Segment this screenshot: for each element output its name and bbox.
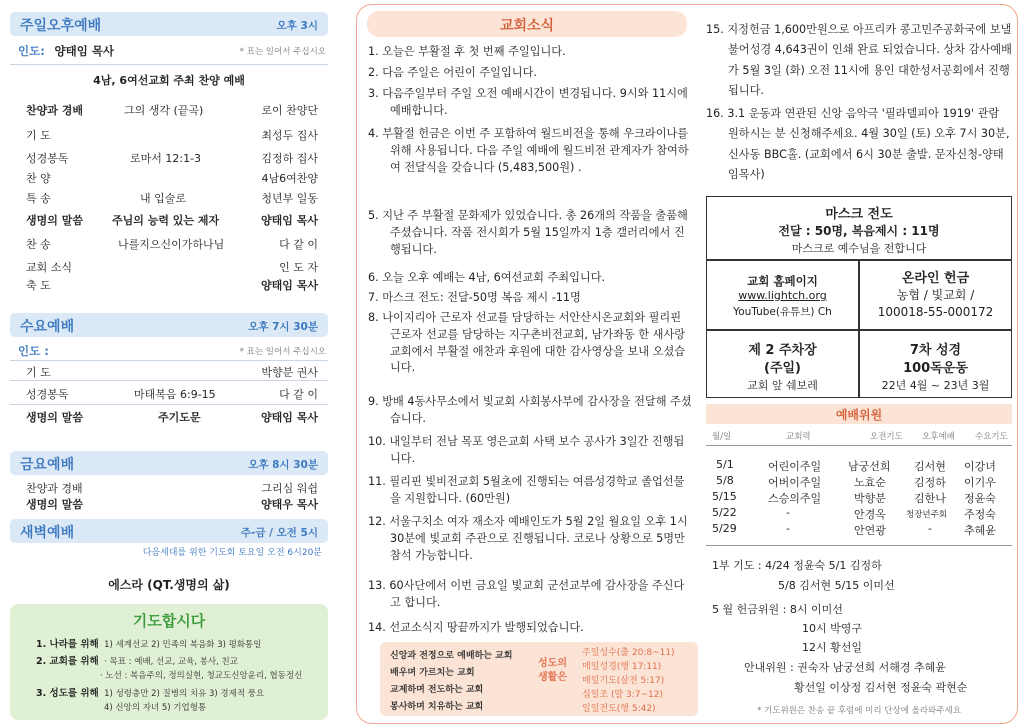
news-item: 8. 나이지리아 근로자 선교를 담당하는 서안산시온교회와 필리핀 근로자 선교를 담당하는 지구촌비전교회, 남가좌동 한 새사랑교회에서 부활절 애찬과 후원에 대한 감사영상을 보내 오셨습니다. <box>368 311 686 375</box>
leader-label: 인도 : <box>18 344 49 358</box>
prayer-row <box>36 636 261 650</box>
prayer-label: 3. 성도를 위해 <box>36 688 99 699</box>
order-person: 양태임 목사 <box>261 279 318 292</box>
sunday-pm-leader <box>18 43 114 59</box>
parking-title: 제 2 주차장 <box>748 343 817 358</box>
homepage-title: 교회 홈페이지 <box>747 274 818 288</box>
divider <box>706 545 1012 546</box>
online-offering-title: 온라인 헌금 <box>901 271 970 286</box>
order-content: 로마서 12:1-3 <box>130 152 202 165</box>
wednesday-leader <box>18 343 49 359</box>
table-cell: 어버이주일 <box>768 476 822 489</box>
friday-title: 금요예배 <box>20 457 75 473</box>
news-title: 교회소식 <box>367 11 687 37</box>
table-cell: 정윤숙 <box>964 492 996 505</box>
prayer-label: 2. 교회를 위해 <box>36 656 99 667</box>
table-cell: 5/1 <box>716 458 734 471</box>
homepage-box <box>706 260 859 330</box>
bank-info: 농협 / 빛교회 / <box>896 288 975 302</box>
news-item: 14. 선교소식지 땅끝까지가 발행되었습니다. <box>368 621 584 634</box>
leader-name: 양태임 목사 <box>54 44 115 58</box>
youtube-channel: YouTube(유튜브) Ch <box>733 306 832 318</box>
wednesday-time: 오후 7시 30분 <box>248 321 318 333</box>
preacher: 양태임 목사 <box>261 411 318 424</box>
wednesday-title: 수요예배 <box>20 319 75 335</box>
table-cell: 노효순 <box>854 476 886 489</box>
table-cell: 5/15 <box>712 490 737 503</box>
parking-location: 교회 앞 쉐보레 <box>747 379 818 392</box>
life-rule: 일일전도(행 5:42) <box>582 704 656 714</box>
choir-title: 4남, 6여선교회 주최 찬양 예배 <box>93 74 245 87</box>
bible-period: 22년 4월 ~ 23년 3월 <box>881 379 990 392</box>
order-person: 최성두 집사 <box>261 129 318 142</box>
table-cell: 추혜윤 <box>964 524 996 537</box>
news-item: 16. 3.1 운동과 연관된 신앙 음악극 '필라델피아 1919' 관람 원하시는 분 신청해주세요. 4월 30일 (토) 오후 7시 30분, 신사동 BBC홀. (교회에서 6시 30분 출발. 문자신청-양태임목사) <box>706 107 1010 182</box>
motto-line: 배우며 가르치는 교회 <box>390 668 475 678</box>
divider <box>706 445 1012 446</box>
table-cell: 이기우 <box>964 476 996 489</box>
hymn-title: 나를지으신이가하나님 <box>118 238 225 251</box>
footnote: * 기도위원은 찬송 끝 후렴에 미리 단상에 올라와주세요 <box>757 706 961 716</box>
order-item: 찬양과 경배 <box>26 104 83 117</box>
news-item: 10. 내일부터 전남 목포 영은교회 사택 보수 공사가 3일간 진행됩니다. <box>368 435 685 465</box>
prayer-row <box>36 685 264 699</box>
mask-box <box>706 196 1012 260</box>
table-cell: - <box>786 522 790 535</box>
mask-stats: 전달 : 50명, 복음제시 : 11명 <box>778 224 940 238</box>
sunday-pm-header <box>10 12 328 36</box>
prayer-row <box>36 653 238 667</box>
order-item: 기 도 <box>26 366 51 379</box>
dawn-subtitle: 다음세대를 위한 기도회 토요일 오전 6시20분 <box>142 548 322 558</box>
news-item: 6. 오늘 오후 예배는 4남, 6여선교회 주최입니다. <box>368 271 606 284</box>
life-label: 성도의 <box>538 658 567 669</box>
parking-day: (주일) <box>764 361 801 376</box>
news-item: 5. 지난 주 부활절 문화제가 있었습니다. 총 26개의 작품을 출품해 주셨습니다. 작품 전시회가 5월 15일까지 1층 갤러리에서 진행됩니다. <box>368 209 688 256</box>
prayer-box <box>10 604 328 720</box>
stand-note: * 표는 일어서 주십시오 <box>239 347 326 357</box>
order-content: 그의 생각 (끝곡) <box>124 104 204 117</box>
table-cell: - <box>928 522 932 535</box>
table-cell: 주정숙 <box>964 508 996 521</box>
prayer-row: · 노선 : 복음주의, 정의실현, 청교도신앙윤리, 협동정신 <box>100 671 303 681</box>
news-item: 2. 다음 주일은 어린이 주일입니다. <box>368 66 537 79</box>
prayer-label: 1. 나라를 위해 <box>36 639 99 650</box>
left-column <box>0 0 336 728</box>
news-item: 12. 서울구치소 여자 재소자 예배인도가 5월 2일 월요일 오후 1시 30분에 빛교회 주관으로 진행됩니다. 코로나 상황으로 5명만 참석 가능합니다. <box>368 515 688 562</box>
table-cell: 이강녀 <box>964 460 996 473</box>
dawn-time: 주-금 / 오전 5시 <box>240 527 318 539</box>
order-item: 성경봉독 <box>26 152 69 165</box>
order-item: 교회 소식 <box>26 261 73 274</box>
news-item: 11. 필리핀 빛비전교회 5월초에 진행되는 여름성경학교 졸업선물을 지원합니다. (60만원) <box>368 475 685 505</box>
account-number: 100018-55-000172 <box>877 305 994 319</box>
order-item: 기 도 <box>26 129 51 142</box>
sermon-title: 주님의 능력 있는 제자 <box>112 214 220 227</box>
table-cell: 5/22 <box>712 506 737 519</box>
order-item: 특 송 <box>26 192 51 205</box>
news-item: 9. 방배 4동사무소에서 빛교회 사회봉사부에 감사장을 전달해 주셨습니다. <box>368 395 692 425</box>
worship-committee-title: 예배위원 <box>706 404 1012 424</box>
bible-reading-box <box>859 330 1012 398</box>
sunday-pm-title: 주일오후예배 <box>20 18 102 34</box>
table-cell: 김한나 <box>914 492 946 505</box>
order-person: 4남6여찬양 <box>261 172 318 185</box>
sermon-title: 주기도문 <box>158 411 201 424</box>
table-cell: 안연광 <box>854 524 886 537</box>
motto-line: 신앙과 전정으로 예배하는 교회 <box>390 651 513 661</box>
bible-title: 7차 성경 <box>909 343 962 358</box>
table-cell: 5/8 <box>716 474 734 487</box>
col-header: 월/일 <box>712 432 732 442</box>
table-cell: 청장년주회 <box>906 510 948 520</box>
order-item: 축 도 <box>26 279 51 292</box>
order-person: 인 도 자 <box>279 261 318 274</box>
offering-committee: 10시 박영구 <box>802 622 862 635</box>
prayer-text: 1) 세계선교 2) 민족의 복음화 3) 평화통일 <box>104 640 262 650</box>
divider <box>10 64 328 65</box>
sunday-pm-time: 오후 3시 <box>276 20 318 32</box>
online-offering-box <box>859 260 1012 330</box>
stand-note: * 표는 일어서 주십시오 <box>239 47 326 57</box>
table-cell: 박향분 <box>854 492 886 505</box>
order-item: 찬 송 <box>26 238 51 251</box>
table-cell: 김서현 <box>914 460 946 473</box>
news-item: 1. 오늘은 부활절 후 첫 번째 주일입니다. <box>368 45 566 58</box>
order-item: 생명의 말씀 <box>26 411 83 424</box>
life-rule: 주일성수(출 20:8~11) <box>582 648 675 658</box>
news-item: 13. 60사단에서 이번 금요일 빛교회 군선교부에 감사장을 주신다고 합니다. <box>368 579 685 609</box>
order-person: 김정하 집사 <box>261 152 318 165</box>
order-person: 로이 찬양단 <box>261 104 318 117</box>
table-cell: 스승의주일 <box>768 492 822 505</box>
friday-header <box>10 451 328 475</box>
order-content: 마태복음 6:9-15 <box>134 388 216 401</box>
col-header: 수요기도 <box>975 432 1008 442</box>
homepage-link[interactable]: www.lightch.org <box>738 289 827 302</box>
usher-committee: 안내위원 : 권숙자 남궁선희 서해경 추혜윤 <box>744 661 946 674</box>
table-cell: 5/29 <box>712 522 737 535</box>
order-person: 다 같 이 <box>279 388 318 401</box>
col-header: 교회력 <box>786 432 811 442</box>
divider <box>10 404 328 405</box>
life-rule: 매일성경(행 17:11) <box>582 662 662 672</box>
motto-line: 교제하며 전도하는 교회 <box>390 685 484 695</box>
prayer-assignment: 1부 기도 : 4/24 정윤숙 5/1 김정하 <box>712 559 882 572</box>
news-item: 7. 마스크 전도: 전달-50명 복음 제시 -11명 <box>368 291 581 304</box>
preacher: 양태우 목사 <box>261 498 318 511</box>
life-rule: 매일기도(살전 5:17) <box>582 676 665 686</box>
prayer-title: 기도합시다 <box>132 612 206 630</box>
dawn-qt: 에스라 (QT.생명의 삶) <box>108 578 230 592</box>
mask-subtitle: 마스크로 예수님을 전합니다 <box>791 242 927 255</box>
bible-subtitle: 100독운동 <box>903 361 968 376</box>
wednesday-header <box>10 313 328 337</box>
prayer-text: · 목표 : 예배, 선교, 교육, 봉사, 친교 <box>104 657 238 667</box>
table-cell: 남궁선희 <box>848 460 891 473</box>
order-item: 찬양과 경배 <box>26 482 83 495</box>
order-content: 내 입술로 <box>140 192 187 205</box>
table-cell: 어린이주일 <box>768 460 822 473</box>
motto-line: 봉사하며 치유하는 교회 <box>390 702 484 712</box>
divider <box>10 360 328 361</box>
divider <box>10 380 328 381</box>
offering-committee: 12시 황선일 <box>802 641 862 654</box>
friday-time: 오후 8시 30분 <box>248 459 318 471</box>
news-item: 4. 부활절 헌금은 이번 주 포함하여 월드비전을 통해 우크라이나를 위해 사용됩니다. 다음 주일 예배에 월드비전 관계자가 참여하여 전달식을 갖습니다 (5,483,500원) . <box>368 127 689 174</box>
dawn-header <box>10 519 328 543</box>
order-item: 성경봉독 <box>26 388 69 401</box>
life-rule: 십일조 (말 3:7~12) <box>582 690 663 700</box>
news-item: 3. 다음주일부터 주일 오전 예배시간이 변경됩니다. 9시와 11시에 예배합니다. <box>368 87 688 117</box>
usher-committee: 황선일 이상정 김서현 정윤숙 곽현순 <box>794 681 968 694</box>
table-cell: 김정하 <box>914 476 946 489</box>
order-item: 찬 양 <box>26 172 51 185</box>
col-header: 오후예배 <box>922 432 955 442</box>
motto-box <box>380 642 698 716</box>
prayer-text: 1) 성령충만 2) 질병의 치유 3) 경제적 풍요 <box>104 689 265 699</box>
table-cell: - <box>786 506 790 519</box>
offering-committee: 5 월 헌금위원 : 8시 이미선 <box>712 603 843 616</box>
parking-box <box>706 330 859 398</box>
col-header: 오전기도 <box>870 432 903 442</box>
life-label: 생활은 <box>538 672 567 683</box>
table-cell: 안경옥 <box>854 508 886 521</box>
dawn-title: 새벽예배 <box>20 525 75 541</box>
order-item: 생명의 말씀 <box>26 214 83 227</box>
preacher: 양태임 목사 <box>261 214 318 227</box>
prayer-assignment: 5/8 김서현 5/15 이미선 <box>778 579 895 592</box>
news-item: 15. 지정헌금 1,600만원으로 아프리카 콩고민주공화국에 보낼 불어성경 4,643권이 인쇄 완료 되었습니다. 상차 감사예배가 5월 3일 (화) 오전 11시에 용인 대한성서공회에서 진행됩니다. <box>706 23 1012 98</box>
order-person: 그리심 워쉽 <box>261 482 318 495</box>
prayer-row: 4) 신앙의 자녀 5) 기업형통 <box>104 703 207 713</box>
leader-label: 인도: <box>18 44 45 58</box>
mask-title: 마스크 전도 <box>825 207 893 222</box>
order-item: 생명의 말씀 <box>26 498 83 511</box>
order-person: 청년부 일동 <box>261 192 318 205</box>
order-person: 박향분 권사 <box>261 366 318 379</box>
order-person: 다 같 이 <box>279 238 318 251</box>
